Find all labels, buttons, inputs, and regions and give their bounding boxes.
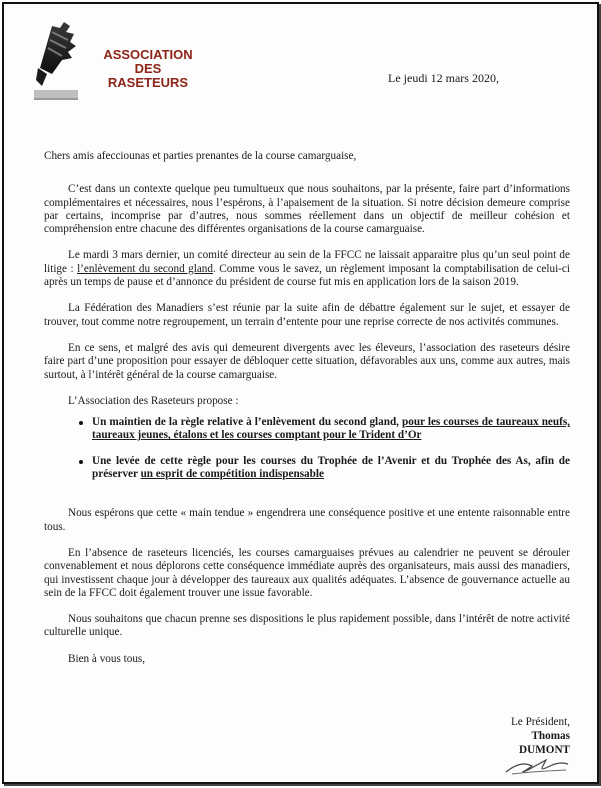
salutation: Chers amis afecciounas et parties prenantes de la course camarguaise, [44, 150, 357, 162]
proposes-line: L’Association des Raseteurs propose : [68, 394, 239, 407]
proposal-item-maintain-rule: Un maintien de la règle relative à l’enlèvement du second gland, pour les courses de taureaux neufs, taureaux jeunes, étalons et les courses comptant pour le Trident d’Or [92, 416, 570, 442]
underlined-second-gland: l’enlèvement du second gland [77, 262, 213, 275]
signatory-title: Le Président, [510, 716, 570, 728]
paragraph-context: C’est dans un contexte quelque peu tumultueux que nous souhaitons, par la présente, faire part d’informations complémentaires et nécessaires, nous l’espérons, à l’apaisement de la situation. Si notre décision demeure comprise par certains, incomprise par d’autres, nous sommes réellement dans un objectif de meilleur cohésion et compréhension entre chacune des différentes organisations de la course camarguaise. [44, 183, 570, 236]
letter-page [2, 2, 599, 784]
proposal-item-lift-rule: Une levée de cette règle pour les courses du Trophée de l’Avenir et du Trophée des As, afin de préserver un esprit de compétition indispensable [92, 454, 570, 481]
paragraph-proposal-intro: En ce sens, et malgré des avis qui demeurent divergents avec les éleveurs, l’association des raseteurs désire faire part d’une proposition pour essayer de débloquer cette situation, défavorables aux uns, comme aux autres, mais surtout, à l’intérêt général de la course camarguaise. [44, 341, 570, 381]
paragraph-absence: En l’absence de raseteurs licenciés, les courses camarguaises prévues au calendrier ne peuvent se dérouler convenablement et nous déplorons cette conséquence immédiate auprès des organisateurs, mais aussi des manadiers, qui investissent chaque jour à développer des taureaux aux qualités adéquates. L’absence de gouvernance actuelle au sein de la FFCC doit également trouver une issue favorable. [44, 546, 570, 599]
letter-date: Le jeudi 12 mars 2020, [388, 71, 499, 85]
proposal-list [44, 416, 570, 481]
signatory-name: Thomas DUMONT [519, 730, 570, 756]
raseteur-trident-logo [30, 18, 82, 102]
signature-block [484, 715, 570, 757]
closing-line: Bien à vous tous, [68, 652, 146, 665]
handwritten-signature [502, 752, 572, 778]
association-name: ASSOCIATION DES RASETEURS [103, 47, 193, 90]
letter-body [44, 150, 570, 666]
paragraph-federation: La Fédération des Manadiers s’est réunie par la suite afin de débattre également sur le sujet, et essayer de trouver, tout comme notre regroupement, un terrain d’entente pour une reprise correcte de nos activités communes. [44, 302, 570, 328]
paragraph-wish: Nous souhaitons que chacun prenne ses dispositions le plus rapidement possible, dans l’intérêt de notre activité culturelle unique. [44, 613, 570, 639]
paragraph-ffcc-committee: Le mardi 3 mars dernier, un comité directeur au sein de la FFCC ne laissait apparaitre plus qu’un seul point de litige : l’enlèvement du second gland. Comme vous le savez, un règlement imposant la comptabilisation de celui-ci après un temps de pause et d’annonce du président de course fut mis en application lors de la saison 2019. [44, 249, 570, 289]
paragraph-hope: Nous espérons que cette « main tendue » engendrera une conséquence positive et une entente raisonnable entre tous. [44, 507, 570, 533]
